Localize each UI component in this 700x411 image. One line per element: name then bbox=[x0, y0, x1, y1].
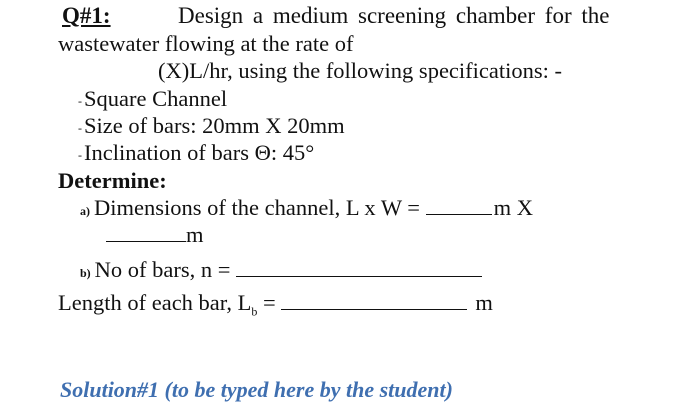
bullet-dash: - bbox=[78, 93, 82, 108]
part-b-text: No of bars, n = bbox=[94, 257, 237, 282]
spec-text: Inclination of bars Θ: 45° bbox=[84, 140, 315, 165]
question-line-1: Design a medium screening chamber for the bbox=[178, 3, 610, 28]
part-c-blank[interactable] bbox=[281, 291, 467, 310]
question-number: Q#1: bbox=[62, 3, 111, 28]
solution-prompt: Solution#1 (to be typed here by the student) bbox=[60, 377, 453, 402]
part-a-continued bbox=[106, 222, 204, 248]
spec-text: Size of bars: 20mm X 20mm bbox=[84, 113, 345, 138]
part-b bbox=[80, 257, 482, 286]
bullet-dash: - bbox=[78, 120, 82, 135]
part-c-subscript: b bbox=[251, 304, 258, 319]
part-c bbox=[58, 290, 493, 325]
part-a-unit1: m X bbox=[493, 195, 533, 220]
part-a-text: Dimensions of the channel, L x W = bbox=[94, 195, 426, 220]
part-a-blank-width[interactable] bbox=[106, 223, 186, 242]
part-a-blank-length[interactable] bbox=[426, 196, 492, 215]
part-b-label: b) bbox=[80, 266, 91, 280]
spec-text: Square Channel bbox=[84, 86, 228, 111]
question-line-2: wastewater flowing at the rate of bbox=[58, 31, 354, 56]
determine-heading: Determine: bbox=[58, 168, 167, 193]
part-c-equals: = bbox=[257, 290, 282, 315]
part-c-unit: m bbox=[475, 290, 493, 315]
spec-item-inclination bbox=[78, 140, 314, 168]
part-a-unit2: m bbox=[186, 222, 204, 247]
spec-item-bar-size bbox=[78, 113, 345, 141]
question-line-3: (X)L/hr, using the following specifications: - bbox=[158, 58, 563, 83]
part-c-text: Length of each bar, L bbox=[58, 290, 252, 315]
part-b-blank[interactable] bbox=[236, 258, 482, 277]
part-a-label: a) bbox=[80, 204, 90, 218]
bullet-dash: - bbox=[78, 147, 82, 162]
spec-item-channel bbox=[78, 86, 227, 114]
part-a bbox=[80, 195, 533, 224]
